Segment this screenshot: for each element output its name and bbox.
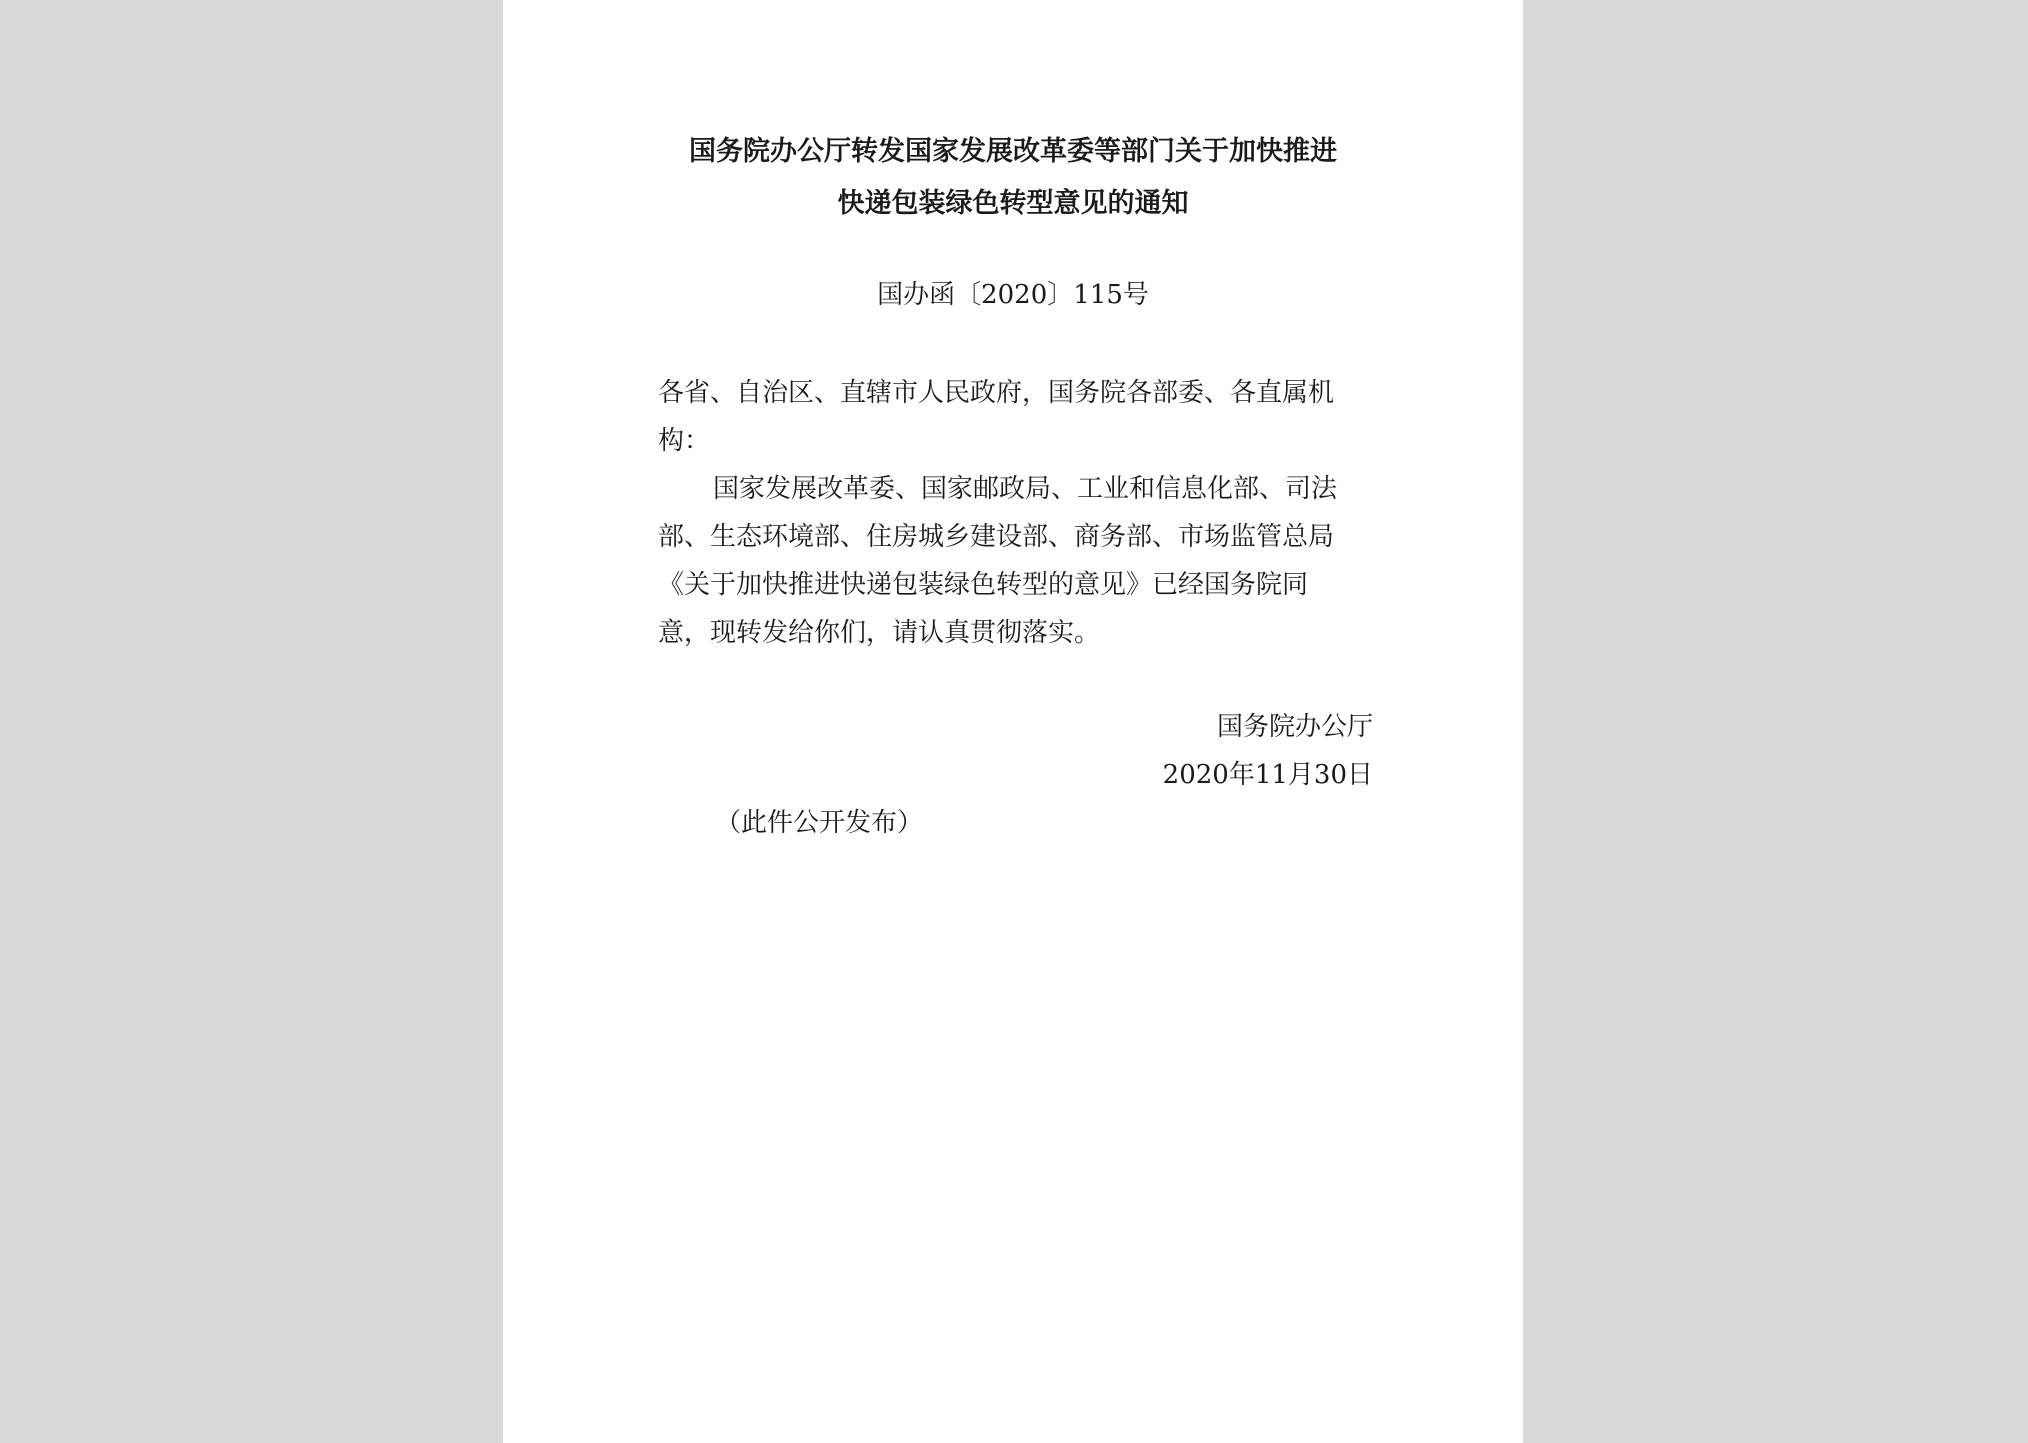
body-paragraph	[658, 465, 1373, 657]
issue-date: 2020年11月30日	[1162, 760, 1373, 790]
addressee-line-1: 各省、自治区、直辖市人民政府，国务院各部委、各直属机	[658, 378, 1335, 408]
document-page	[503, 0, 1523, 1443]
title-line-2: 快递包装绿色转型意见的通知	[837, 188, 1189, 219]
body-line-4: 意，现转发给你们，请认真贯彻落实。	[658, 618, 1101, 648]
title-line-1: 国务院办公厅转发国家发展改革委等部门关于加快推进	[689, 136, 1337, 167]
disclosure-note: （此件公开发布）	[715, 808, 924, 838]
body-line-3: 《关于加快推进快递包装绿色转型的意见》已经国务院同	[658, 570, 1309, 600]
issuer-signature: 国务院办公厅	[1216, 712, 1373, 742]
addressee-line-2: 构：	[658, 426, 711, 456]
document-title	[503, 126, 1523, 230]
body-line-2: 部、生态环境部、住房城乡建设部、商务部、市场监管总局	[658, 522, 1335, 552]
document-number: 国办函〔2020〕115号	[877, 280, 1149, 310]
addressee	[658, 369, 1373, 465]
body-line-1: 国家发展改革委、国家邮政局、工业和信息化部、司法	[713, 474, 1338, 504]
